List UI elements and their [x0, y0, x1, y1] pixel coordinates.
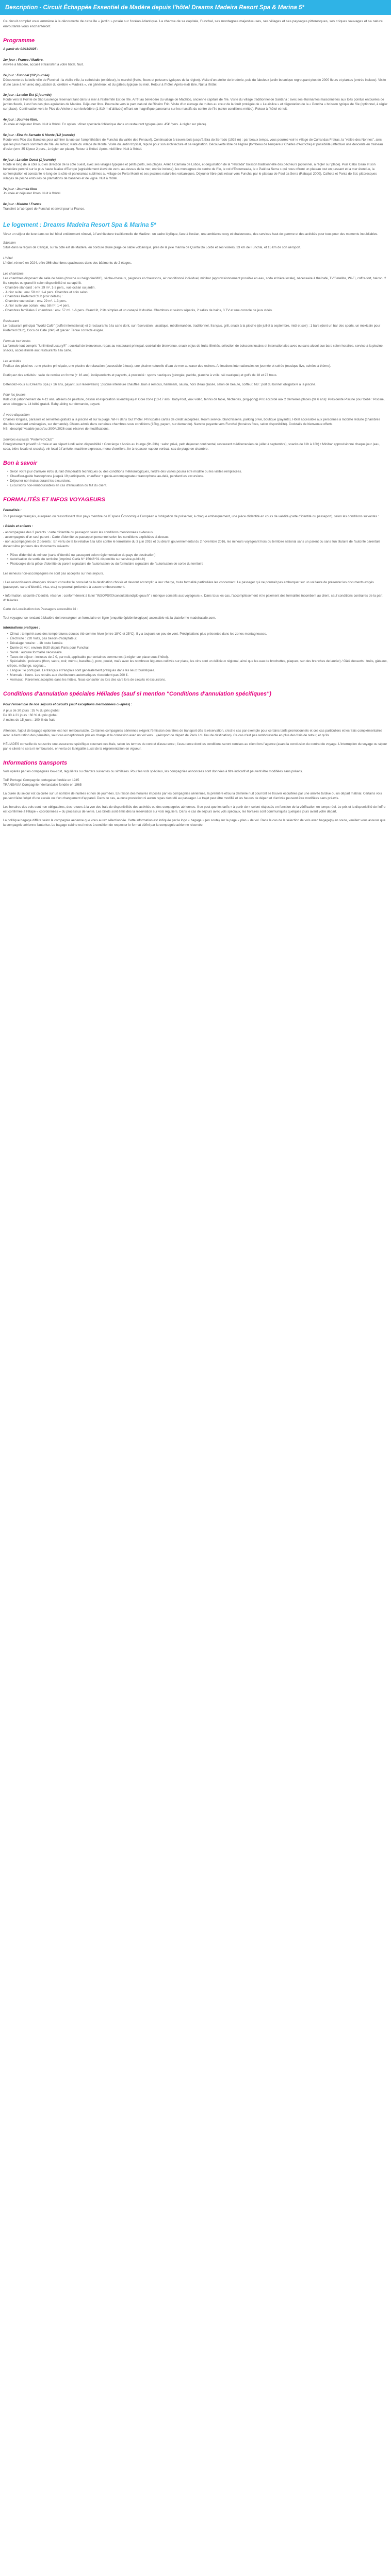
- section-title: À votre disposition: [3, 413, 30, 417]
- pratiques-title: Informations pratiques :: [3, 625, 41, 630]
- conditions-sub: Pour l'ensemble de nos séjours et circuits (sauf exceptions mentionnées ci-après) :: [3, 703, 132, 707]
- section-title: Situation: [3, 241, 16, 245]
- conditions-p2: HÉLIADES conseille de souscrire une assurance spécifique couvrant ces frais, selon les termes du contrat d'assurance ; l'assurance dont les conditions seront remises au client lors l'agence (avant la conclusion du contrat de voyage. L'interruption du voyage ou séjour par le client ne sera ni remboursée, en vertu de la légalité aussi de la réglementation en vigueur.: [3, 742, 387, 751]
- section-title: Formule tout inclus: [3, 340, 31, 344]
- logement-section: [3, 340, 388, 353]
- programme-day: [3, 158, 388, 181]
- programme-day: [3, 74, 388, 88]
- programme-day: [3, 188, 388, 197]
- condition-line: De 30 à 21 jours : 60 % du prix global: [3, 714, 58, 718]
- day-title: 4e jour : Journée libre.: [3, 118, 38, 122]
- formalites-bebes-title: • Bébés et enfants :: [3, 524, 34, 528]
- logement-section: [3, 438, 388, 452]
- day-text: Transfert à l'aéroport de Funchal et envol pour la France.: [3, 207, 85, 211]
- pratique-item: • Électricité : 220 Volts, pas besoin d'adaptateur.: [7, 637, 388, 641]
- section-title: Les activités: [3, 359, 21, 363]
- section-text: Chaises longues, parasols et serviettes gratuits à la piscine et sur la plage. Wi-Fi dans tout l'hôtel. Principales cartes de crédit acceptées. Room service, blanchisserie, parking privé, boutique (payants). Hôtel accessible aux personnes à mobilité réduite (chambres doubles standard aménagées, sur demande). Chiens admis dans certaines chambres sous conditions (15kg, payant, sur demande). Navette payante vers Funchal (horaires fixes, selon disponibilité). Cocktaïls de bienvenue offerts. NB : descriptif valable jusqu'au 30/04/2026 sous réserve de modifications.: [3, 418, 380, 431]
- section-text: Kids club (abonnement de 4-12 ans, ateliers de peinture, dessin et exploration scientifique) et Core zone (13-17 ans : baby-foot, jeux vidéo, tennis de table, fléchettes, ping-pong) Prix accordé aux 2 dernières places (de 6 ans): Présidente Piscine pour bébé : Piscine, avec toboggans. Lit bébé gratuit. Baby-sitting sur demande, payant.: [3, 398, 385, 406]
- condition-line: A plus de 30 jours : 35 % du prix global: [3, 709, 59, 713]
- page-title-banner: [0, 0, 391, 15]
- pratique-item: • Décalage horaire : - 1h toute l'année.: [7, 641, 388, 646]
- formalites-mineurs: Les mineurs non-accompagnés ne sont pas acceptés sur nos séjours.: [3, 572, 104, 576]
- pratique-item: • Climat : tempéré avec des températures douces été comme hiver (entre 18°C et 25°C). Il y a toujours un peu de vent. Précipitations plus présentes dans les zones montagneuses.: [7, 632, 388, 637]
- page-title: Description - Circuit Échappée Essentiel de Madère depuis l'hôtel Dreams Madeira Resort Spa & Marina 5*: [5, 5, 304, 11]
- programme-days: [3, 47, 388, 212]
- conditions-heading: Conditions d'annulation spéciales Héliades (sauf si mention "Conditions d'annulation spécifiques"): [3, 691, 271, 698]
- section-text: Profitez des piscines : une piscine principale, une piscine de relaxation (accessible à tous), une piscine naturelle d'eau de mer au cœur des rochers. Animations internationales en journée et soirée (musique live, soirées à thème). Pratiquez des activités : salle de remise en forme (+ 16 ans), indépendants et payants, à proximité : sports nautiques (plongée, paddle, planche à voile, ski nautique) et golfs de 18 et 27 trous. Détendez-vous au Dreams Spa (+ 16 ans, payant, sur réservation) : piscine intérieure chauffée, bain à remous, hammam, sauna, hors d'eau glacée, salon de beauté, coiffeur. NB : port du bonnet obligatoire à la piscine.: [3, 364, 331, 386]
- programme-day: [3, 202, 388, 212]
- formalites-subheading: Formalités :: [3, 508, 22, 512]
- pieces-list: [3, 553, 388, 567]
- logement-section: [3, 257, 388, 266]
- programme-day: [3, 118, 388, 127]
- day-text: Découverte de la belle ville de Funchal : la vieille ville, la cathédrale (extérieur), le marché (fruits, fleurs et poissons typiques de la région). Visite d'un atelier de broderie, puis du fabuleux jardin botanique regroupant plus de 2000 fleurs et plantes (entrée incluse). Visite d'une cave à vin avec dégustation du célèbre « Madeira », vin généreux, et du gâteau typique au miel. Retour à l'hôtel. Après-midi libre. Nuit à l'hôtel.: [3, 78, 386, 87]
- day-title: 2e jour : Funchal (1/2 journée): [3, 73, 50, 77]
- page: [0, 0, 391, 852]
- pratique-item: • Langue : le portugais. Le français et l'anglais sont généralement pratiqués dans les lieux touristiques.: [7, 669, 388, 673]
- piece-item: • Autorisation de sortie du territoire (imprimé Cerfa N° 15646*01 disponible sur service-public.fr): [7, 557, 388, 562]
- formalites-intro: Tout passager français, européen ou ressortissant d'un pays membre de l'Espace Économique Européen a l'obligation de présenter, à chaque embarquement, une pièce d'identité en cours de validité (carte d'identité ou passeport), selon les conditions suivantes :: [3, 514, 379, 518]
- transports-p5: La politique bagage diffère selon la compagnie aérienne que vous aurez sélectionnée. Cette information est indiquée par le logo « bagage » (en soute) sur la page « plan » de vol. Dans le cas de la sélection de vols avec bagage(s) en soute, veuillez vous assurer que la compagnie aérienne l'autorise. Le bagage cabine est inclus à condition de respecter le format défini par la compagnie aérienne réservée.: [3, 818, 386, 827]
- section-title: Pour les jeunes: [3, 393, 26, 397]
- logement-intro: Vivez un séjour de luxe dans ce bel hôtel entièrement rénové, à l'architecture traditionnelle de Madère : un cadre idyllique, face à l'océan, une ambiance cosy et chaleureuse, des services haut de gamme et des activités pour tous pour des moments inoubliables.: [3, 232, 379, 236]
- conditions-lines: [3, 709, 388, 723]
- day-title: 1er jour : France / Madère.: [3, 58, 44, 62]
- section-text: Situé dans la région de Caniçal, sur la côte est de Madère, en bordure d'une plage de sable volcanique, près de la jolie marina de Quinta Do Lorde et ses voiliers, 33 km de Funchal, et 15 km de son aéroport.: [3, 245, 301, 249]
- logement-section: [3, 413, 388, 432]
- logement-section: [3, 241, 388, 250]
- piece-item: • Photocopie de la pièce d'identité du parent signataire de l'autorisation ou du formulaire signataire de l'autorisation de sortie du territoire: [7, 562, 388, 567]
- intro-text: Ce circuit complet vous emmène à la découverte de cette île « jardin » posée sur l'océan Atlantique. La charme de sa capitale, Funchal, ses montagnes majestueuses, ses villages et ses paysages pittoresques, ses criques sauvages et sa nature envoûtante vous enchanteront.: [3, 20, 383, 29]
- section-text: La formule tout compris "Unlimited Luxury®" : cocktail de bienvenue, repas au restaurant principal, cocktail de bienvenue, snack et jus de fruits illimités, sélection de boissons locales et internationales avec ou sans alcool aux bars selon horaires, service à la piscine, snacks, accès illimité aux restaurants à la carte.: [3, 344, 384, 352]
- programme-day: [3, 47, 388, 52]
- section-title: Restaurant: [3, 319, 19, 324]
- bon-savoir-list: [3, 470, 388, 488]
- pratique-item: • Monnaie : l'euro. Les retraits aux distributeurs automatiques n'excèdent pas 200 €.: [7, 673, 388, 678]
- day-title: 8e jour : Madère / France: [3, 202, 42, 207]
- programme-day: [3, 58, 388, 67]
- transports-heading: Informations transports: [3, 759, 68, 766]
- pratique-item: • Santé : aucune formalité nécessaire.: [7, 651, 388, 655]
- conditions-p1: Attention, l'ajout de bagage optionnel est non remboursable. Certaines compagnies aériennes exigent l'émission des titres de transport dès la réservation, c'est le cas par exemple pour certains tarifs promotionnels et ces cas particuliers et les frais complémentaires avec la facturation des pénalités, sauf cas exceptionnels pris en charge et la connexion avec un vol vers... (aéroport de départ de Paris / du lieu de destination). Ce cas n'est pas remboursable en plus des frais de retour, et qu'ils: [3, 729, 383, 738]
- main-content: [0, 19, 391, 827]
- day-text: Route le long de la côte sud en direction de la côte ouest, avec ses villages typiques et petits ports, ses plages. Arrêt à Camara de Lobos, et dégustation de la "Nikitada" boisson traditionnelle des pêcheurs (optionnel, à régler sur place). Puis Cabo Girão et son belvédère perché sur le plus haute falaise d'Europe (agréablement élevé de vertu au-dessus de la mer, entrée incluse), les montagnes du centre de l'île, le col d'Encumeada, le « Paúl da Serra » qui nous offrent un plateau tout en passant et la mer étendue, la contemplation et constante le long de la côte et panoramas sublimes au village de Porto Moniz et ses piscines naturelles volcaniques. Déjeuner libre puis retour vers Funchal par le plateau de Paul da Serra (Rabaçal 2000). Calheta et Ponta do Sol, pittoresques villages de pêche entourés de plantations de bananes et de vigne. Nuit à l'hôtel.: [3, 162, 377, 180]
- section-text: Le restaurant principal "World Café" (buffet international) et 3 restaurants à la carte dont, sur réservation : asiatique, méditerranéen, traditionnel, français, grill, snack à la piscine (de juillet à septembre, midi et soir) : 1 bars (dont un bar des sports, un mexicain pour Preferred Club), Coco de Cafe (24h) et glacier. Tenue correcte exigée.: [3, 324, 381, 333]
- day-title: 5e jour : Eira do Serrado & Monte (1/2 journée): [3, 133, 75, 138]
- day-text: Journée et déjeuner libres. Nuit à l'hôtel. En option : dîner spectacle folklorique dans un restaurant typique (env. 45€ /pers. à régler sur place).: [3, 123, 207, 127]
- section-text: L'hôtel, rénové en 2024, offre 366 chambres spacieuses dans des bâtiments de 2 étages.: [3, 261, 132, 265]
- day-text: Journée et déjeuner libres. Nuit à l'hôtel.: [3, 192, 61, 196]
- bon-savoir-item: • Selon votre jour d'arrivée et/ou du fait d'impératifs techniques ou des conditions météorologiques, l'ordre des visites pourra être modifié ou les visites remplacées.: [7, 470, 388, 474]
- formalites-bebes-text: - accompagnés des 2 parents : carte d'identité ou passeport selon les conditions mentionnées ci-dessus. - accompagnés d'un seul parent : Carte d'identité ou passeport personnel selon les conditions explicitées ci-dessus. - non accompagnés de 2 parents : En vertu de la loi relative à la lutte contre le terrorisme du 3 juin 2016 et du décret gouvernemental du 2 novembre 2016, les mineurs voyageant hors du territoire national sans un parent ou sans l'un titulaire de l'autorité parentale doivent être porteurs des documents suivants :: [3, 530, 381, 548]
- programme-day: [3, 93, 388, 112]
- carte-text: Tout voyageur se rendant à Madère doit renseigner un formulaire en ligne (enquête épidémiologique) accessible via la plateforme madeirasafe.com.: [3, 616, 216, 620]
- formalites-info: • Information, sécurité d'identité, réserve : conformément à la loi "INSOPS/XXconsultationdiplo.gouv.fr" / rubrique conseils aux voyageurs ». Dans tous les cas, l'accomplissement et le paiement des formalités incombent au client, sauf conditions contraires de la part d'Héliades.: [3, 594, 383, 603]
- day-text: Arrivée à Madère, accueil et transfert à votre hôtel. Nuit.: [3, 62, 84, 66]
- programme-day: [3, 133, 388, 152]
- day-text: Route vers la Pointe de São Lourenço réservant tant dans la mer à l'extrémité Est de l'île. Arrêt au belvédère du village de Machico, ancienne capitale de l'île. Visite du village traditionnel de Santana : avec ses étonnantes maisonnettes aux toits pointus entourées de jardins fleuris, il est l'un des plus agréables de Madère. Déjeuner libre. Poursuite vers le parc naturel de Ribeiro Frio. Visite d'un élevage de truites au cœur de la forêt protégée de « Laurisilva » et dégustation de la « Poncha » boisson typique de l'île (optionnel, à régler sur place). Continuation vers le Pico do Arieiro et son belvédère (1 810 m d'altitude) offrant un magnifique panorama sur les massifs du centre de l'île (selon conditions météo). Retour à l'hôtel et nuit.: [3, 98, 388, 111]
- formalites-etrangers: • Les ressortissants étrangers doivent consulter le consulat de la destination choisie et devront accomplir, à leur charge, toute formalité particulière les concernant. Le passager qui ne pourrait pas embarquer sur un vol faute de présenter les documents exigés (passeport, carte d'identité, visa, etc.) ne pourrait prétendre à aucun remboursement.: [3, 581, 374, 589]
- piece-item: • Pièce d'identité du mineur (carte d'identité ou passeport selon réglementation du pays de destination): [7, 553, 388, 558]
- day-title: A partir du 01/11/2025 :: [3, 47, 39, 51]
- pratiques-list: [3, 632, 388, 683]
- condition-line: A moins de 15 jours : 100 % du frais: [3, 718, 55, 722]
- bon-savoir-item: • Chauffeur-guide francophone jusqu'à 19 participants, chauffeur + guide-accompagnateur francophone au-delà, pendant les excursions.: [7, 474, 388, 479]
- section-text: Les chambres disposent de salle de bains (douche ou baignoire/WC), sèche-cheveux, peignoirs et chaussons, air conditionné individuel, minibar (approvisionnement possible en eau, soda et bière locale), nécessaire à thé/café, TV/Satellite, Wi-Fi, coffre-fort, balcon. 2 lits simples ou grand lit selon disponibilité et canapé lit. - Chambre standard : env. 29 m². 1-3 pers., vue océan ou jardin. - Junior suite : env. 58 m². 1-4 pers. Chambre et coin salon. • Chambres Preferred Club (voir détails) : - Chambre vue océan : env. 29 m². 1-3 pers. - Junior suite vue océan : env. 58 m². 1-4 pers. - Chambres familiales 2 chambres : env. 57 m². 1-6 pers. Grand lit, 2 lits simples et un canapé lit double. Chambres et salons séparés, 2 salles de bains, 3 TV et une console de jeux vidéo.: [3, 276, 386, 313]
- logement-sections: [3, 241, 388, 452]
- section-title: Les chambres: [3, 272, 24, 276]
- day-title: 7e jour : Journée libre: [3, 187, 37, 191]
- logement-heading: Le logement : Dreams Madeira Resort Spa & Marina 5*: [3, 222, 156, 229]
- formalites-heading: FORMALITÉS ET INFOS VOYAGEURS: [3, 496, 105, 503]
- transports-p4: Les horaires des vols sont non obligatoires, des retours à la vue des frais de disponibilités des activités ou des compagnies aériennes. Il se peut que les tarifs « à partir de » soient réajustés en fonction de la vérification en temps réel. Le prix et la disponibilité de l'offre est confirmée à l'étape « coordonnées » du processus de vente. Les billets sont émis dès la réservation sur vols réguliers. Dans le cas de séjours avec vols spéciaux, les horaires sont communiqués quelques jours avant votre départ.: [3, 805, 386, 814]
- logement-section: [3, 360, 388, 387]
- section-title: L'hôtel: [3, 256, 13, 260]
- pratique-item: • Spécialités : poissons (thon, sabre, noir, mérou, bacalhau), porc, poulet, maïs avec les nombreux légumes cultivés sur place, les vins sont un délicieux régional, ainsi que les eau de brochettes, plaques, sur des branches de laurier) / Gâté desserts : fruits, gâteaux, crêpes, mélange, cognac...: [7, 659, 388, 669]
- bon-savoir-heading: Bon à savoir: [3, 460, 38, 466]
- logement-section: [3, 272, 388, 313]
- pratique-item: • Durée de vol : environ 3h30 depuis Paris pour Funchal.: [7, 646, 388, 651]
- section-text: Enregistrement privatif • Arrivée et au départ lundi selon disponibilité • Concierge • Accès au lounge (9h-23h) : salon privé, petit déjeuner continental, restaurant méditerranéen de juillet à septembre), snacks de 11h à 18h) • Minibar approvisionné chaque jour (eau, soda, bière locale et snacks), vin local à l'arrivée, machine expresso, menu d'oreillers, fer à repasser vapeur vertical, sac de plage en chambre.: [3, 442, 380, 451]
- carte-title: Carte de Localisation des Passagers accessible ici :: [3, 607, 78, 612]
- bon-savoir-item: • Excursions non-remboursables en cas d'annulation du fait du client.: [7, 484, 388, 488]
- transports-p2: TAP Portugal Compagnie portugaise fondée en 1945 TRANSAVIA Compagnie néerlandaise fondée en 1965: [3, 778, 82, 787]
- pratique-item: • Animaux : Rarement acceptés dans les hôtels. Nous consulter au lors des cars lors de circuits et excursions.: [7, 678, 388, 683]
- transports-p1: Vols opérés par les compagnies low-cost, régulières ou charters suivantes ou similaires. Pour les vols spéciaux, les compagnies annoncées sont données à titre indicatif et peuvent être modifiées sans préavis.: [3, 770, 303, 774]
- logement-section: [3, 393, 388, 407]
- day-title: 6e jour : La côte Ouest (1 journée): [3, 158, 56, 162]
- pratique-item: • Taxes de séjour : incluses de 2 €, par nuit, applicable par certaines communes (à régler sur place sous l'hôtel).: [7, 655, 388, 660]
- logement-section: [3, 319, 388, 333]
- bon-savoir-item: • Déjeuner non inclus durant les excursions.: [7, 479, 388, 484]
- section-title: Services exclusifs "Preferred Club": [3, 438, 54, 442]
- day-title: 3e jour : La côte Est (1 journée): [3, 93, 52, 97]
- transports-p3: La durée du séjour est calculée sur un nombre de nuitées et non de journées. En raison des horaires imposés par les compagnies aériennes, la première et/ou la dernière nuit pourront se trouver écourtées par une arrivée tardive ou un départ matinal. Certains vols peuvent faire l'objet d'une escale ou d'un changement d'appareil. Dans ce cas, aucune prestation ni aucun repas n'est dû au passager. Le trajet peut être modifié et les heures de départ et d'arrivée peuvent être modifiées sans préavis.: [3, 791, 382, 800]
- day-text: Route vers Pico dos Barcelos pour admirer la vue sur l'amphithéâtre de Funchal (la vallée des Fenaux!). Continuation à travers bois jusqu'à Eira do Serrado (1026 m) : par beaux temps, vous pourrez voir le village de Curral das Freiras, la "vallée des Nonnes", ainsi que les plus hauts sommets de l'île. Au retour, visite du village de Monte. Visite du jardin tropical, réputé pour son architecture et sa végétation. Découverte libre de l'église (tombeau de l'empereur Charles d'Autriche) et possibilité (effectuer une descente en traîneau d'osier (env. 35 €/pour 2 pers., à régler sur place). Retour à l'hôtel. Après-midi libre. Nuit à l'hôtel.: [3, 138, 383, 151]
- programme-heading: Programme: [3, 37, 35, 44]
